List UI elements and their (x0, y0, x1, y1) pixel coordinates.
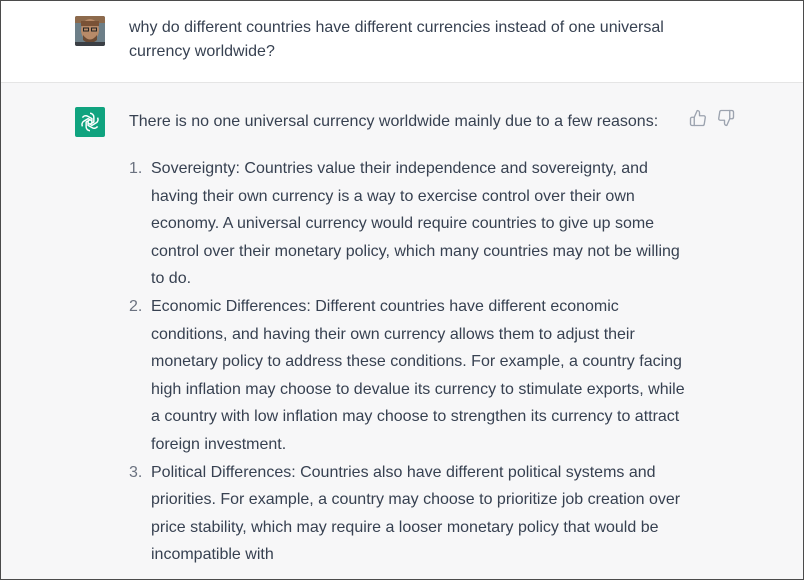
reasons-list (129, 155, 689, 569)
list-item (129, 155, 689, 293)
list-item-text: Economic Differences: Different countries have different economic conditions, and having their own currency allows them to adjust their monetary policy to address these conditions. For example, a country facing high inflation may choose to devalue its currency to stimulate exports, while a country with low inflation may choose to strengthen its currency to attract foreign investment. (151, 297, 685, 453)
list-item (129, 293, 689, 459)
user-avatar (75, 16, 105, 46)
feedback-buttons (689, 109, 735, 127)
user-message-text: why do different countries have different currencies instead of one universal currency worldwide? (129, 19, 664, 60)
chatgpt-logo-icon (75, 107, 105, 137)
list-item-text: Political Differences: Countries also have different political systems and priorities. For example, a country may choose to prioritize job creation over price stability, which may require a looser monetary policy that would be incompatible with (151, 463, 681, 564)
assistant-message-row (1, 83, 803, 580)
list-item-text: Sovereignty: Countries value their independence and sovereignty, and having their own currency is a way to exercise control over their own economy. A universal currency would require countries to give up some control over their monetary policy, which many countries may not be willing to do. (151, 160, 680, 288)
user-message-row (1, 1, 803, 83)
list-item-number: 1. (129, 160, 143, 177)
thumbs-up-icon[interactable] (689, 109, 707, 127)
thumbs-down-icon[interactable] (717, 109, 735, 127)
assistant-intro-text: There is no one universal currency worldwide mainly due to a few reasons: (129, 113, 659, 130)
list-item (129, 459, 689, 569)
list-item-number: 2. (129, 297, 143, 315)
list-item-number: 3. (129, 463, 143, 481)
